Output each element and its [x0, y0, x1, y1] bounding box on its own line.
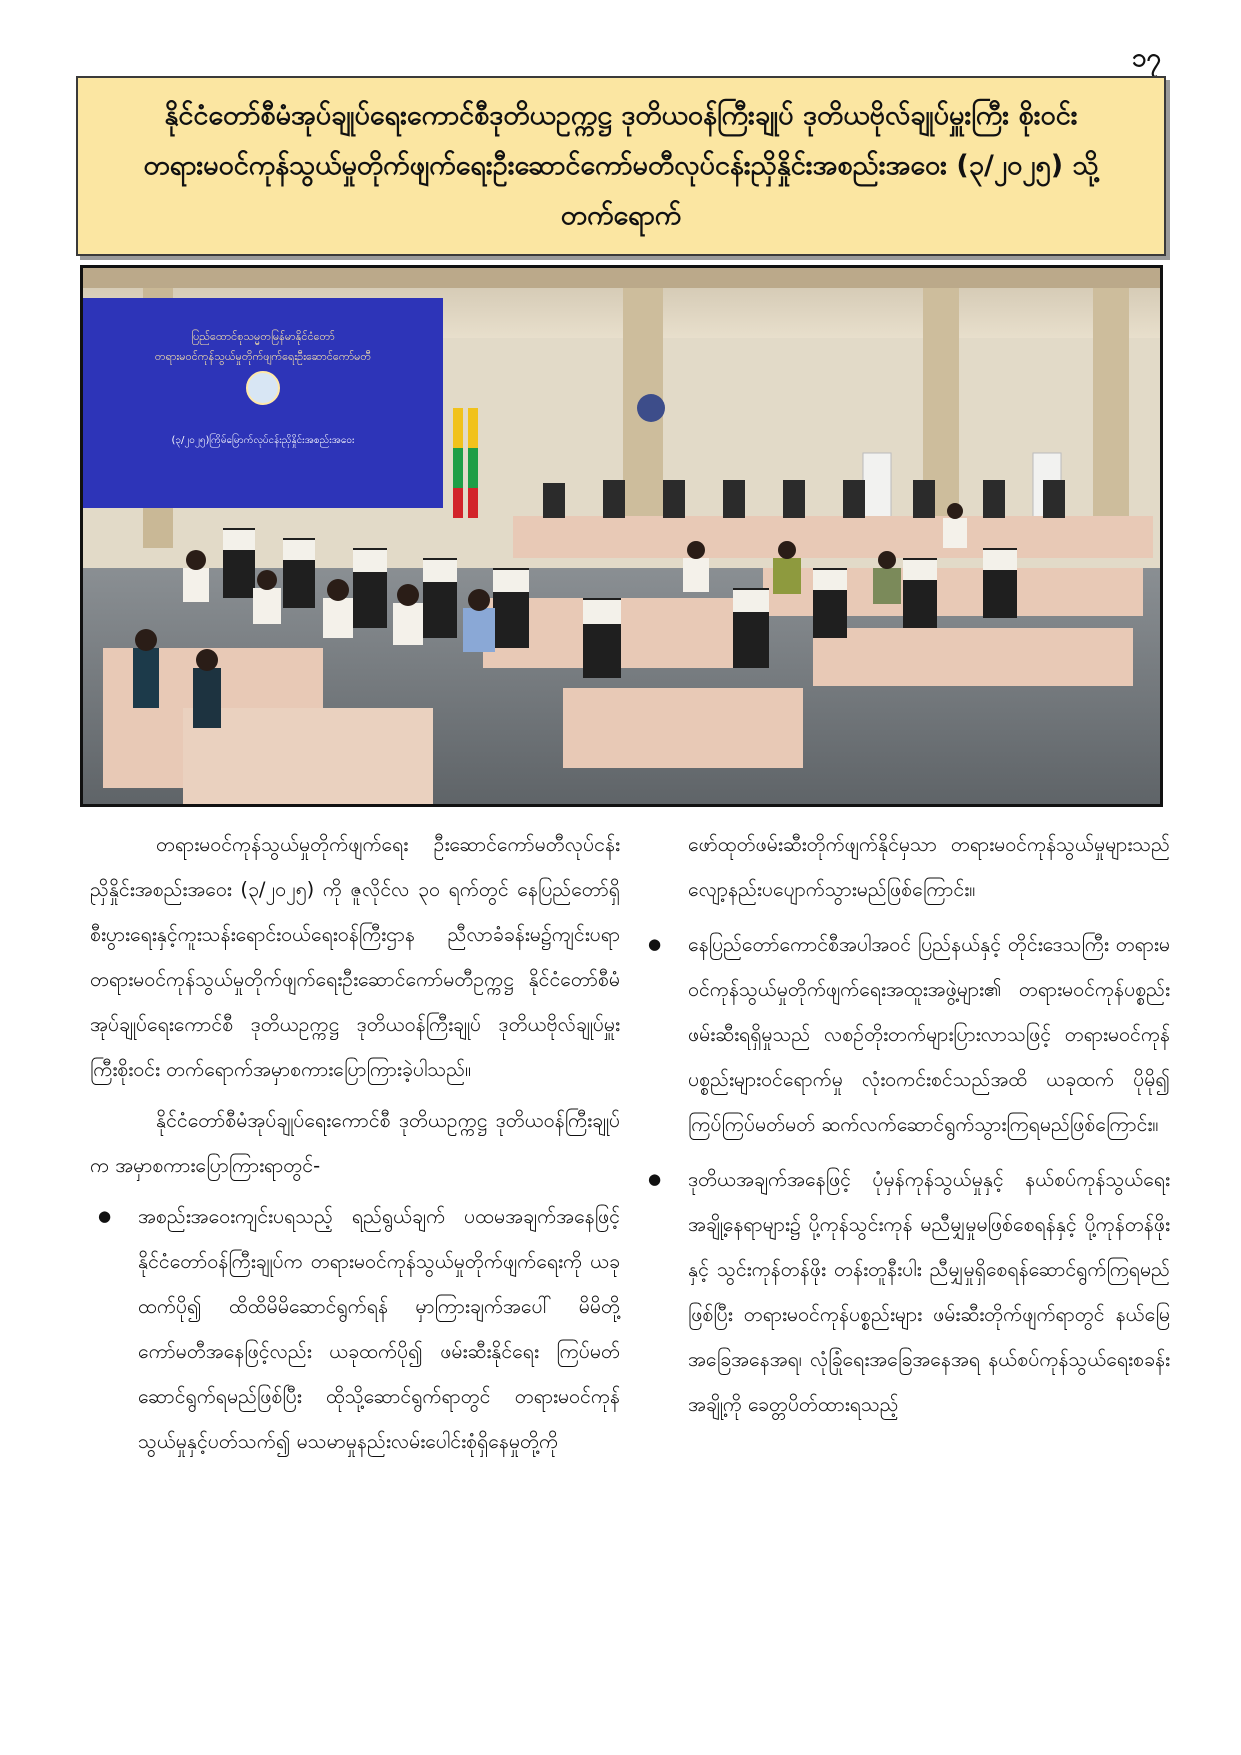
paragraph-speech-intro: နိုင်ငံတော်စီမံအုပ်ချုပ်ရေးကောင်စီ ဒုတိယဥက္ကဋ္ဌ ဒုတိယဝန်ကြီးချုပ်က အမှာစကားပြောကြားရာတွင်-: [90, 1109, 620, 1177]
bullet-point-1-continued: ဖော်ထုတ်ဖမ်းဆီးတိုက်ဖျက်နိုင်မှသာ တရားမဝင်ကုန်သွယ်မှုများသည် လျော့နည်းပပျောက်သွားမည်ဖြစ်ကြောင်း။: [688, 833, 1170, 901]
right-column: [640, 822, 1170, 1437]
meeting-hall-illustration: [83, 268, 1160, 804]
left-column: [90, 822, 620, 1474]
title-line-3: တက်ရောက်: [560, 200, 682, 231]
bullet-point-1: ● အစည်းအဝေးကျင်းပရသည့် ရည်ရွယ်ချက် ပထမအချက်အနေဖြင့် နိုင်ငံတော်ဝန်ကြီးချုပ်က တရားမဝင်ကုန်သွယ်မှုတိုက်ဖျက်ရေးကို ယခုထက်ပို၍ ထိထိမိမိဆောင်ရွက်ရန် မှာကြားချက်အပေါ် မိမိတို့ကော်မတီအနေဖြင့်လည်း ယခုထက်ပို၍ ဖမ်းဆီးနိုင်ရေး ကြပ်မတ်ဆောင်ရွက်ရမည်ဖြစ်ပြီး ထိုသို့ဆောင်ရွက်ရာတွင် တရားမဝင်ကုန်သွယ်မှုနှင့်ပတ်သက်၍ မသမာမှုနည်းလမ်းပေါင်းစုံရှိနေမှုတို့ကို: [90, 1194, 620, 1464]
screen-logo: [247, 372, 279, 404]
meeting-photo: [80, 265, 1163, 807]
bullet-point-3: ● ဒုတိယအချက်အနေဖြင့် ပုံမှန်ကုန်သွယ်မှုနှင့် နယ်စပ်ကုန်သွယ်ရေးအချို့နေရာများ၌ ပို့ကုန်သွင်းကုန် မညီမျှမှုမဖြစ်စေရန်နှင့် ပို့ကုန်တန်ဖိုးနှင့် သွင်းကုန်တန်ဖိုး တန်းတူနီးပါး ညီမျှမှုရှိစေရန်ဆောင်ရွက်ကြရမည်ဖြစ်ပြီး တရားမဝင်ကုန်ပစ္စည်းများ ဖမ်းဆီးတိုက်ဖျက်ရာတွင် နယ်မြေအခြေအနေအရ၊ လုံခြုံရေးအခြေအနေအရ နယ်စပ်ကုန်သွယ်ရေးစခန်းအချို့ကို ခေတ္တပိတ်ထားရသည့်: [640, 1157, 1170, 1427]
title-line-2: တရားမဝင်ကုန်သွယ်မှုတိုက်ဖျက်ရေးဦးဆောင်ကော်မတီလုပ်ငန်းညှိနှိုင်းအစည်းအဝေး (၃/၂၀၂၅) သို့: [143, 150, 1099, 181]
title-line-1: နိုင်ငံတော်စီမံအုပ်ချုပ်ရေးကောင်စီဒုတိယဥက္ကဋ္ဌ ဒုတိယဝန်ကြီးချုပ် ဒုတိယဗိုလ်ချုပ်မှူးကြီး စိုးဝင်း: [164, 100, 1078, 131]
bullet-point-2: ● နေပြည်တော်ကောင်စီအပါအဝင် ပြည်နယ်နှင့် တိုင်းဒေသကြီး တရားမဝင်ကုန်သွယ်မှုတိုက်ဖျက်ရေးအထူးအဖွဲ့များ၏ တရားမဝင်ကုန်ပစ္စည်း ဖမ်းဆီးရရှိမှုသည် လစဉ်တိုးတက်များပြားလာသဖြင့် တရားမဝင်ကုန်ပစ္စည်းများဝင်ရောက်မှု လုံးဝကင်းစင်သည်အထိ ယခုထက် ပိုမို၍ ကြပ်ကြပ်မတ်မတ် ဆက်လက်ဆောင်ရွက်သွားကြရမည်ဖြစ်ကြောင်း။: [640, 922, 1170, 1147]
page-number: ၁၇: [1131, 43, 1161, 73]
screen-line-1: ပြည်ထောင်စုသမ္မတမြန်မာနိုင်ငံတော်: [191, 330, 335, 343]
screen-line-3: (၃/၂၀၂၅)ကြိမ်မြောက်လုပ်ငန်းညှိနှိုင်းအစည်းအဝေး: [171, 435, 355, 446]
title-banner: [76, 76, 1166, 256]
screen-line-2: တရားမဝင်ကုန်သွယ်မှုတိုက်ဖျက်ရေးဦးဆောင်ကော်မတီ: [154, 350, 372, 363]
paragraph-intro: တရားမဝင်ကုန်သွယ်မှုတိုက်ဖျက်ရေး ဦးဆောင်ကော်မတီလုပ်ငန်းညှိနှိုင်းအစည်းအဝေး (၃/၂၀၂၅) ကို ဇူလိုင်လ ၃၀ ရက်တွင် နေပြည်တော်ရှိ စီးပွားရေးနှင့်ကူးသန်းရောင်းဝယ်ရေးဝန်ကြီးဌာန ညီလာခံခန်းမ၌ကျင်းပရာ တရားမဝင်ကုန်သွယ်မှုတိုက်ဖျက်ရေးဦးဆောင်ကော်မတီဥက္ကဋ္ဌ နိုင်ငံတော်စီမံအုပ်ချုပ်ရေးကောင်စီ ဒုတိယဥက္ကဋ္ဌ ဒုတိယဝန်ကြီးချုပ် ဒုတိယဗိုလ်ချုပ်မှူးကြီးစိုးဝင်း တက်ရောက်အမှာစကားပြောကြားခဲ့ပါသည်။: [90, 833, 620, 1081]
wall-emblem: [637, 394, 665, 422]
